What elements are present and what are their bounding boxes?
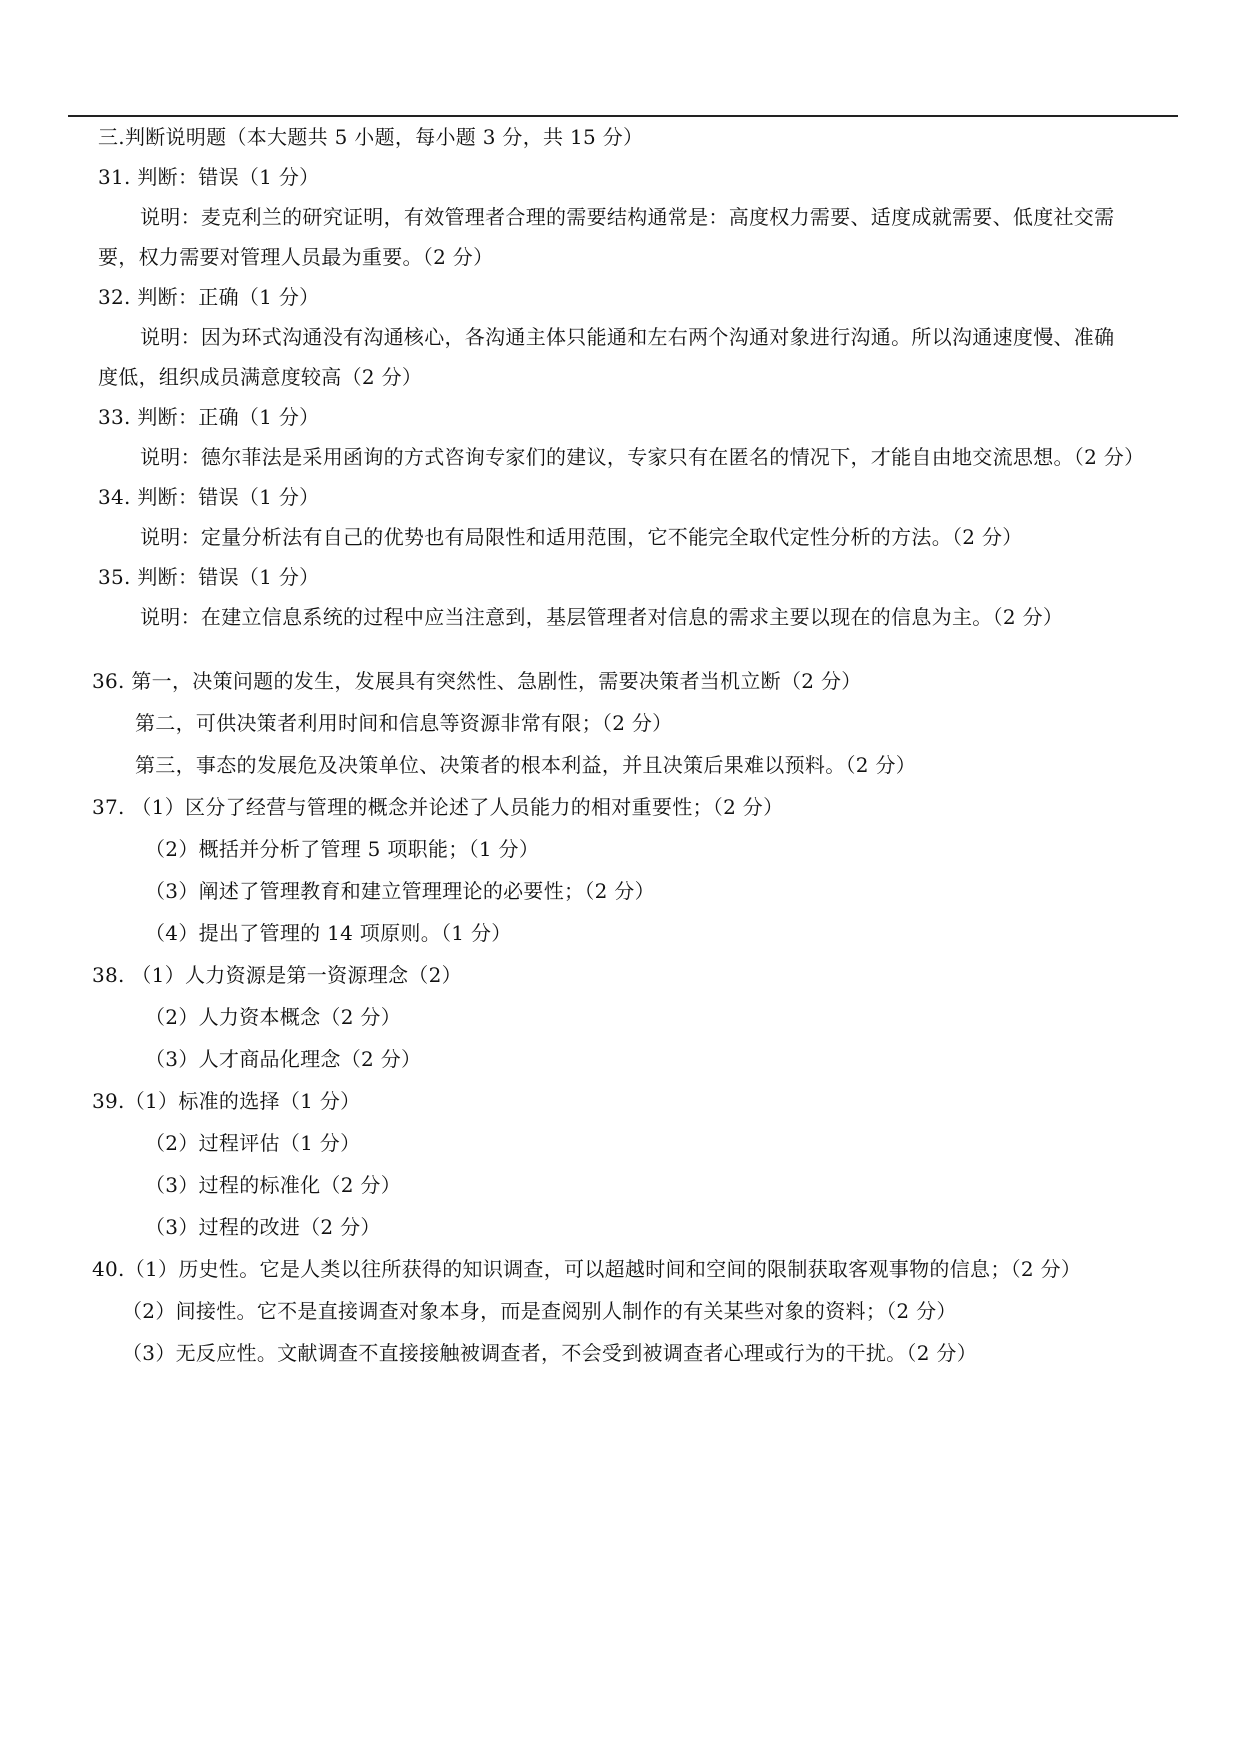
- q37-line-1: 37. （1）区分了经营与管理的概念并论述了人员能力的相对重要性；（2 分）: [92, 795, 784, 819]
- q39-line-2: （2）过程评估（1 分）: [145, 1131, 361, 1155]
- q37-line-4: （4）提出了管理的 14 项原则。（1 分）: [145, 921, 512, 945]
- q37-line-2: （2）概括并分析了管理 5 项职能；（1 分）: [145, 837, 540, 861]
- q31-explanation-line-2: 要，权力需要对管理人员最为重要。（2 分）: [98, 245, 494, 269]
- q33-explanation-line-1: 说明：德尔菲法是采用函询的方式咨询专家们的建议，专家只有在匿名的情况下，才能自由地交流思想。（2 分）: [140, 445, 1145, 469]
- header-rule: [68, 115, 1178, 117]
- q39-line-1: 39.（1）标准的选择（1 分）: [92, 1089, 361, 1113]
- q35-explanation-line-1: 说明：在建立信息系统的过程中应当注意到，基层管理者对信息的需求主要以现在的信息为主。（2 分）: [140, 605, 1064, 629]
- q38-line-1: 38. （1）人力资源是第一资源理念（2）: [92, 963, 462, 987]
- q31-judgment: 31. 判断：错误（1 分）: [98, 165, 320, 189]
- q40-line-3: （3）无反应性。文献调查不直接接触被调查者，不会受到被调查者心理或行为的干扰。（2 分）: [122, 1341, 978, 1365]
- q38-line-2: （2）人力资本概念（2 分）: [145, 1005, 402, 1029]
- q32-explanation-line-2: 度低，组织成员满意度较高（2 分）: [98, 365, 423, 389]
- q33-judgment: 33. 判断：正确（1 分）: [98, 405, 320, 429]
- q35-judgment: 35. 判断：错误（1 分）: [98, 565, 320, 589]
- q36-line-3: 第三，事态的发展危及决策单位、决策者的根本利益，并且决策后果难以预料。（2 分）: [135, 753, 917, 777]
- q36-line-1: 36. 第一，决策问题的发生，发展具有突然性、急剧性，需要决策者当机立断（2 分）: [92, 669, 862, 693]
- q38-line-3: （3）人才商品化理念（2 分）: [145, 1047, 422, 1071]
- q31-explanation-line-1: 说明：麦克利兰的研究证明，有效管理者合理的需要结构通常是：高度权力需要、适度成就需要、低度社交需: [140, 205, 1115, 229]
- q36-line-2: 第二，可供决策者利用时间和信息等资源非常有限；（2 分）: [135, 711, 673, 735]
- q40-line-1: 40.（1）历史性。它是人类以往所获得的知识调查，可以超越时间和空间的限制获取客观事物的信息；（2 分）: [92, 1257, 1082, 1281]
- q32-explanation-line-1: 说明：因为环式沟通没有沟通核心，各沟通主体只能通和左右两个沟通对象进行沟通。所以沟通速度慢、准确: [140, 325, 1115, 349]
- q34-explanation-line-1: 说明：定量分析法有自己的优势也有局限性和适用范围，它不能完全取代定性分析的方法。（2 分）: [140, 525, 1023, 549]
- q39-line-3: （3）过程的标准化（2 分）: [145, 1173, 402, 1197]
- q40-line-2: （2）间接性。它不是直接调查对象本身，而是查阅别人制作的有关某些对象的资料；（2 分）: [122, 1299, 957, 1323]
- q37-line-3: （3）阐述了管理教育和建立管理理论的必要性；（2 分）: [145, 879, 655, 903]
- q32-judgment: 32. 判断：正确（1 分）: [98, 285, 320, 309]
- q39-line-4: （3）过程的改进（2 分）: [145, 1215, 381, 1239]
- section-heading: 三.判断说明题（本大题共 5 小题，每小题 3 分，共 15 分）: [98, 125, 644, 149]
- q34-judgment: 34. 判断：错误（1 分）: [98, 485, 320, 509]
